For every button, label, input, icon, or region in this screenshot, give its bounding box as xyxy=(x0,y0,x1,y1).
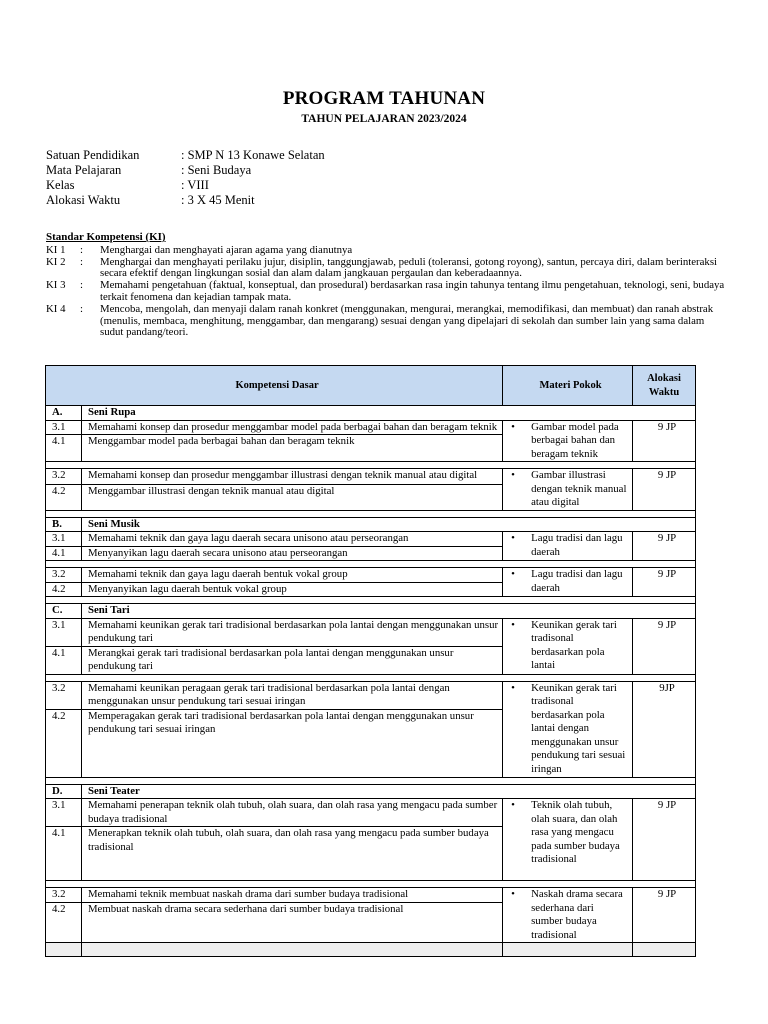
kd-number: 4.1 xyxy=(46,435,82,462)
ki-code: KI 3 xyxy=(46,279,66,292)
kd-number: 3.1 xyxy=(46,532,82,547)
ki-heading: Standar Kompetensi (KI) xyxy=(46,231,166,243)
bullet: • xyxy=(511,888,515,900)
program-tahunan-table xyxy=(45,365,696,957)
bullet: • xyxy=(511,568,515,580)
kd-text: Menggambar model pada berbagai bahan dan beragam teknik xyxy=(81,435,502,462)
section-title: Seni Tari xyxy=(81,604,695,619)
info-value: : 3 X 45 Menit xyxy=(181,193,255,207)
bullet: • xyxy=(511,681,515,694)
materi-cell xyxy=(503,681,633,777)
section-row xyxy=(46,784,696,799)
kd-number: 3.1 xyxy=(46,618,82,646)
kd-text: Memahami keunikan peragaan gerak tari tradisional berdasarkan pola lantai dengan menggunakan unsur pendukung tari sesuai iringan xyxy=(81,681,502,709)
kd-number: 3.2 xyxy=(46,568,82,583)
kd-text: Memperagakan gerak tari tradisional berdasarkan pola lantai dengan menggunakan unsur pendukung tari sesuai iringan xyxy=(81,709,502,777)
info-value: : Seni Budaya xyxy=(181,163,252,177)
section-row xyxy=(46,517,696,532)
materi-cell xyxy=(503,568,633,597)
materi-text: Keunikan gerak tari tradisonal berdasarkan pola lantai xyxy=(531,618,617,671)
kd-number: 4.2 xyxy=(46,903,82,943)
kd-number: 3.2 xyxy=(46,469,82,485)
gap-row xyxy=(46,597,696,604)
header-materi-pokok: Materi Pokok xyxy=(503,366,633,406)
ki-text: Memahami pengetahuan (faktual, konseptual, dan prosedural) berdasarkan rasa ingin tahunya tentang ilmu pengetahuan, teknologi, seni, budaya terkait fenomena dan kejadian tampak mata. xyxy=(100,279,725,303)
ki-code: KI 4 xyxy=(46,302,66,315)
info-value: : VIII xyxy=(181,178,209,192)
info-row-satuan xyxy=(46,148,325,163)
gap-row xyxy=(46,462,696,469)
kd-number: 4.1 xyxy=(46,546,82,561)
bullet: • xyxy=(511,618,515,631)
alokasi-cell: 9 JP xyxy=(633,568,696,597)
kd-text: Merangkai gerak tari tradisional berdasarkan pola lantai dengan menggunakan unsur pendukung tari xyxy=(81,646,502,674)
kd-text: Menyanyikan lagu daerah secara unisono atau perseorangan xyxy=(81,546,502,561)
identity-info xyxy=(46,148,325,208)
kd-text: Memahami keunikan gerak tari tradisional berdasarkan pola lantai dengan menggunakan unsur pendukung tari xyxy=(81,618,502,646)
kd-text: Menerapkan teknik olah tubuh, olah suara, dan olah rasa yang mengacu pada sumber budaya tradisional xyxy=(81,827,502,881)
table-row xyxy=(46,618,696,646)
materi-cell xyxy=(503,799,633,881)
materi-cell xyxy=(503,618,633,674)
kd-number: 3.1 xyxy=(46,799,82,827)
gap-row xyxy=(46,674,696,681)
kd-text: Memahami penerapan teknik olah tubuh, olah suara, dan olah rasa yang mengacu pada sumber budaya tradisional xyxy=(81,799,502,827)
kd-number: 3.1 xyxy=(46,420,82,435)
ki-text: Menghargai dan menghayati ajaran agama yang dianutnya xyxy=(100,243,353,256)
kd-number: 4.1 xyxy=(46,827,82,881)
alokasi-cell: 9 JP xyxy=(633,799,696,881)
section-title: Seni Teater xyxy=(81,784,695,799)
bullet: • xyxy=(511,420,515,433)
table-row xyxy=(46,420,696,435)
ki-colon: : xyxy=(80,279,83,292)
table-footer-row xyxy=(46,943,696,957)
materi-text: Gambar model pada berbagai bahan dan beragam teknik xyxy=(531,420,619,460)
ki-text: Menghargai dan menghayati perilaku jujur, disiplin, tanggungjawab, peduli (toleransi, gotong royong), santun, percaya diri, dalam berinteraksi secara efektif dengan lingkungan sosial dan alam dalam jangkauan pergaulan dan keberadaannya. xyxy=(100,255,718,280)
ki-code: KI 2 xyxy=(46,255,66,268)
alokasi-cell: 9JP xyxy=(633,681,696,777)
info-label: Mata Pelajaran xyxy=(46,163,122,177)
materi-cell xyxy=(503,888,633,943)
kd-text: Memahami teknik dan gaya lagu daerah bentuk vokal group xyxy=(81,568,502,583)
kd-text: Membuat naskah drama secara sederhana dari sumber budaya tradisional xyxy=(81,903,502,943)
info-label: Kelas xyxy=(46,178,75,192)
kd-number: 3.2 xyxy=(46,888,82,903)
table-row xyxy=(46,799,696,827)
kd-text: Memahami konsep dan prosedur menggambar model pada berbagai bahan dan beragam teknik xyxy=(81,420,502,435)
alokasi-cell: 9 JP xyxy=(633,888,696,943)
section-letter: B. xyxy=(46,517,82,532)
alokasi-cell: 9 JP xyxy=(633,532,696,561)
materi-cell xyxy=(503,469,633,511)
header-kompetensi-dasar: Kompetensi Dasar xyxy=(46,366,503,406)
kd-number: 4.2 xyxy=(46,709,82,777)
standar-kompetensi xyxy=(46,232,726,339)
table-header-row xyxy=(46,366,696,406)
section-letter: A. xyxy=(46,406,82,421)
section-letter: D. xyxy=(46,784,82,799)
bullet: • xyxy=(511,469,515,481)
ki-code: KI 1 xyxy=(46,243,66,256)
ki-item xyxy=(46,280,726,304)
section-row xyxy=(46,406,696,421)
gap-row xyxy=(46,777,696,784)
materi-text: Naskah drama secara sederhana dari sumber budaya tradisional xyxy=(531,888,623,941)
kd-number: 4.2 xyxy=(46,582,82,597)
materi-text: Lagu tradisi dan lagu daerah xyxy=(531,532,623,558)
info-row-kelas xyxy=(46,178,325,193)
kd-text: Menyanyikan lagu daerah bentuk vokal group xyxy=(81,582,502,597)
table-row xyxy=(46,568,696,583)
gap-row xyxy=(46,510,696,517)
table-row xyxy=(46,532,696,547)
info-row-mapel xyxy=(46,163,325,178)
kd-text: Memahami teknik dan gaya lagu daerah secara unisono atau perseorangan xyxy=(81,532,502,547)
ki-item xyxy=(46,245,726,257)
materi-cell xyxy=(503,532,633,561)
gap-row xyxy=(46,561,696,568)
ki-colon: : xyxy=(80,243,83,256)
info-row-alokasi xyxy=(46,193,325,208)
table-row xyxy=(46,888,696,903)
info-label: Satuan Pendidikan xyxy=(46,148,140,162)
document-title: PROGRAM TAHUNAN xyxy=(282,88,486,109)
ki-item xyxy=(46,257,726,281)
table-row xyxy=(46,469,696,485)
section-title: Seni Musik xyxy=(81,517,695,532)
kd-text: Menggambar illustrasi dengan teknik manual atau digital xyxy=(81,484,502,510)
ki-colon: : xyxy=(80,255,83,268)
info-label: Alokasi Waktu xyxy=(46,193,121,207)
bullet: • xyxy=(511,799,515,811)
section-letter: C. xyxy=(46,604,82,619)
materi-text: Lagu tradisi dan lagu daerah xyxy=(531,568,623,594)
alokasi-cell: 9 JP xyxy=(633,469,696,511)
kd-number: 4.1 xyxy=(46,646,82,674)
section-row xyxy=(46,604,696,619)
bullet: • xyxy=(511,532,515,544)
alokasi-cell: 9 JP xyxy=(633,420,696,462)
ki-item xyxy=(46,304,726,339)
kd-text: Memahami teknik membuat naskah drama dari sumber budaya tradisional xyxy=(81,888,502,903)
ki-colon: : xyxy=(80,302,83,315)
section-title: Seni Rupa xyxy=(81,406,695,421)
materi-text: Gambar illustrasi dengan teknik manual atau digital xyxy=(531,469,627,508)
kd-number: 3.2 xyxy=(46,681,82,709)
materi-cell xyxy=(503,420,633,462)
kd-number: 4.2 xyxy=(46,484,82,510)
kd-text: Memahami konsep dan prosedur menggambar illustrasi dengan teknik manual atau digital xyxy=(81,469,502,485)
info-value: : SMP N 13 Konawe Selatan xyxy=(181,148,325,162)
materi-text: Teknik olah tubuh, olah suara, dan olah rasa yang mengacu pada sumber budaya tradisional xyxy=(531,799,620,865)
header-alokasi-waktu: Alokasi Waktu xyxy=(633,366,696,406)
alokasi-cell: 9 JP xyxy=(633,618,696,674)
materi-text: Keunikan gerak tari tradisonal berdasarkan pola lantai dengan menggunakan unsur pendukung tari sesuai iringan xyxy=(531,681,626,775)
gap-row xyxy=(46,881,696,888)
document-subtitle: TAHUN PELAJARAN 2023/2024 xyxy=(301,113,467,125)
ki-text: Mencoba, mengolah, dan menyaji dalam ranah konkret (menggunakan, mengurai, merangkai, memodifikasi, dan membuat) dan ranah abstrak (menulis, membaca, menghitung, menggambar, dan mengarang) sesuai dengan yang dipelajari di sekolah dan sumber lain yang sama dalam sudut pandang/teori. xyxy=(100,302,714,339)
table-row xyxy=(46,681,696,709)
